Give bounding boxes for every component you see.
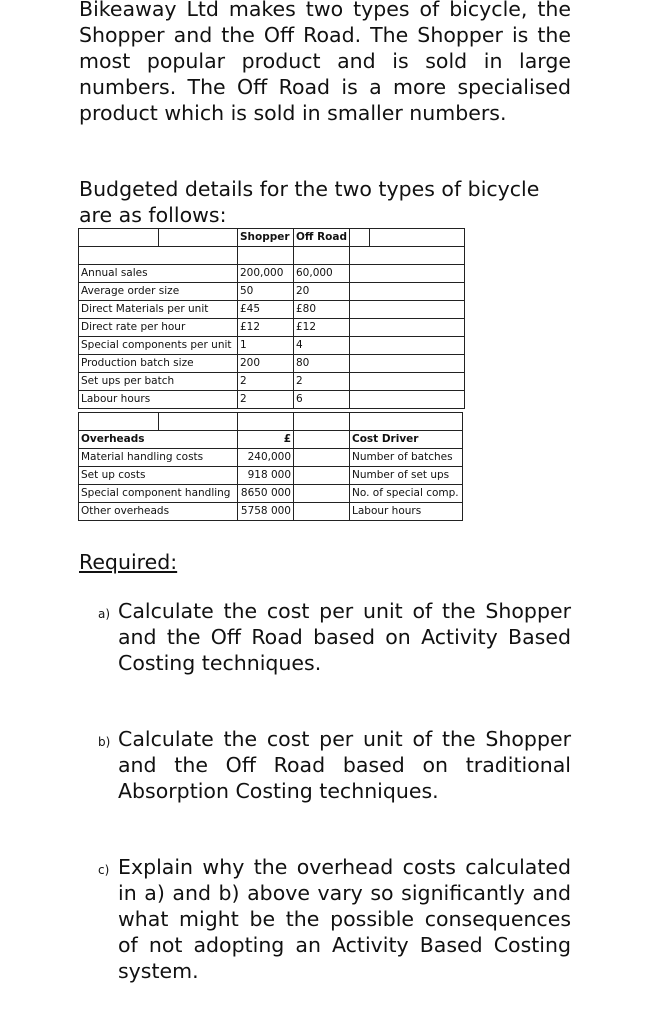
table-header-row <box>79 229 465 247</box>
question-text: Explain why the overhead costs calculated in a) and b) above vary so significantly and what might be the possible consequences of not adopting an Activity Based Costing system. <box>118 855 571 983</box>
question-b <box>98 726 571 804</box>
intro-paragraph: Bikeaway Ltd makes two types of bicycle, the Shopper and the Off Road. The Shopper is the most popular product and is sold in large numbers. The Off Road is a more specialised product which is sold in smaller numbers. <box>79 0 571 125</box>
table-row: Labour hours 2 6 <box>79 391 465 409</box>
table-row: Special components per unit 1 4 <box>79 337 465 355</box>
question-text: Calculate the cost per unit of the Shopper and the Off Road based on traditional Absorption Costing techniques. <box>118 727 571 803</box>
budget-intro: Budgeted details for the two types of bicycle are as follows: <box>79 177 540 227</box>
required-heading: Required: <box>79 550 178 574</box>
overheads-table <box>78 412 463 521</box>
table-row: Set ups per batch 2 2 <box>79 373 465 391</box>
table-row: Material handling costs 240,000 Number of batches <box>79 449 463 467</box>
col-header-offroad: Off Road <box>294 229 350 247</box>
col-header-shopper: Shopper <box>238 229 294 247</box>
table-row: Direct Materials per unit £45 £80 <box>79 301 465 319</box>
overheads-header-row: Overheads £ Cost Driver <box>79 431 463 449</box>
table-row: Annual sales 200,000 60,000 <box>79 265 465 283</box>
table-row: Other overheads 5758 000 Labour hours <box>79 503 463 521</box>
question-a <box>98 598 571 676</box>
question-marker: a) <box>98 607 111 621</box>
table-row: Average order size 50 20 <box>79 283 465 301</box>
table-row: Special component handling 8650 000 No. of special comp. <box>79 485 463 503</box>
table-row: Set up costs 918 000 Number of set ups <box>79 467 463 485</box>
question-marker: c) <box>98 863 110 877</box>
budget-details-table <box>78 228 465 409</box>
question-text: Calculate the cost per unit of the Shopper and the Off Road based on Activity Based Costing techniques. <box>118 599 571 675</box>
table-row: Direct rate per hour £12 £12 <box>79 319 465 337</box>
question-marker: b) <box>98 735 111 749</box>
question-c <box>98 854 571 984</box>
table-row: Production batch size 200 80 <box>79 355 465 373</box>
